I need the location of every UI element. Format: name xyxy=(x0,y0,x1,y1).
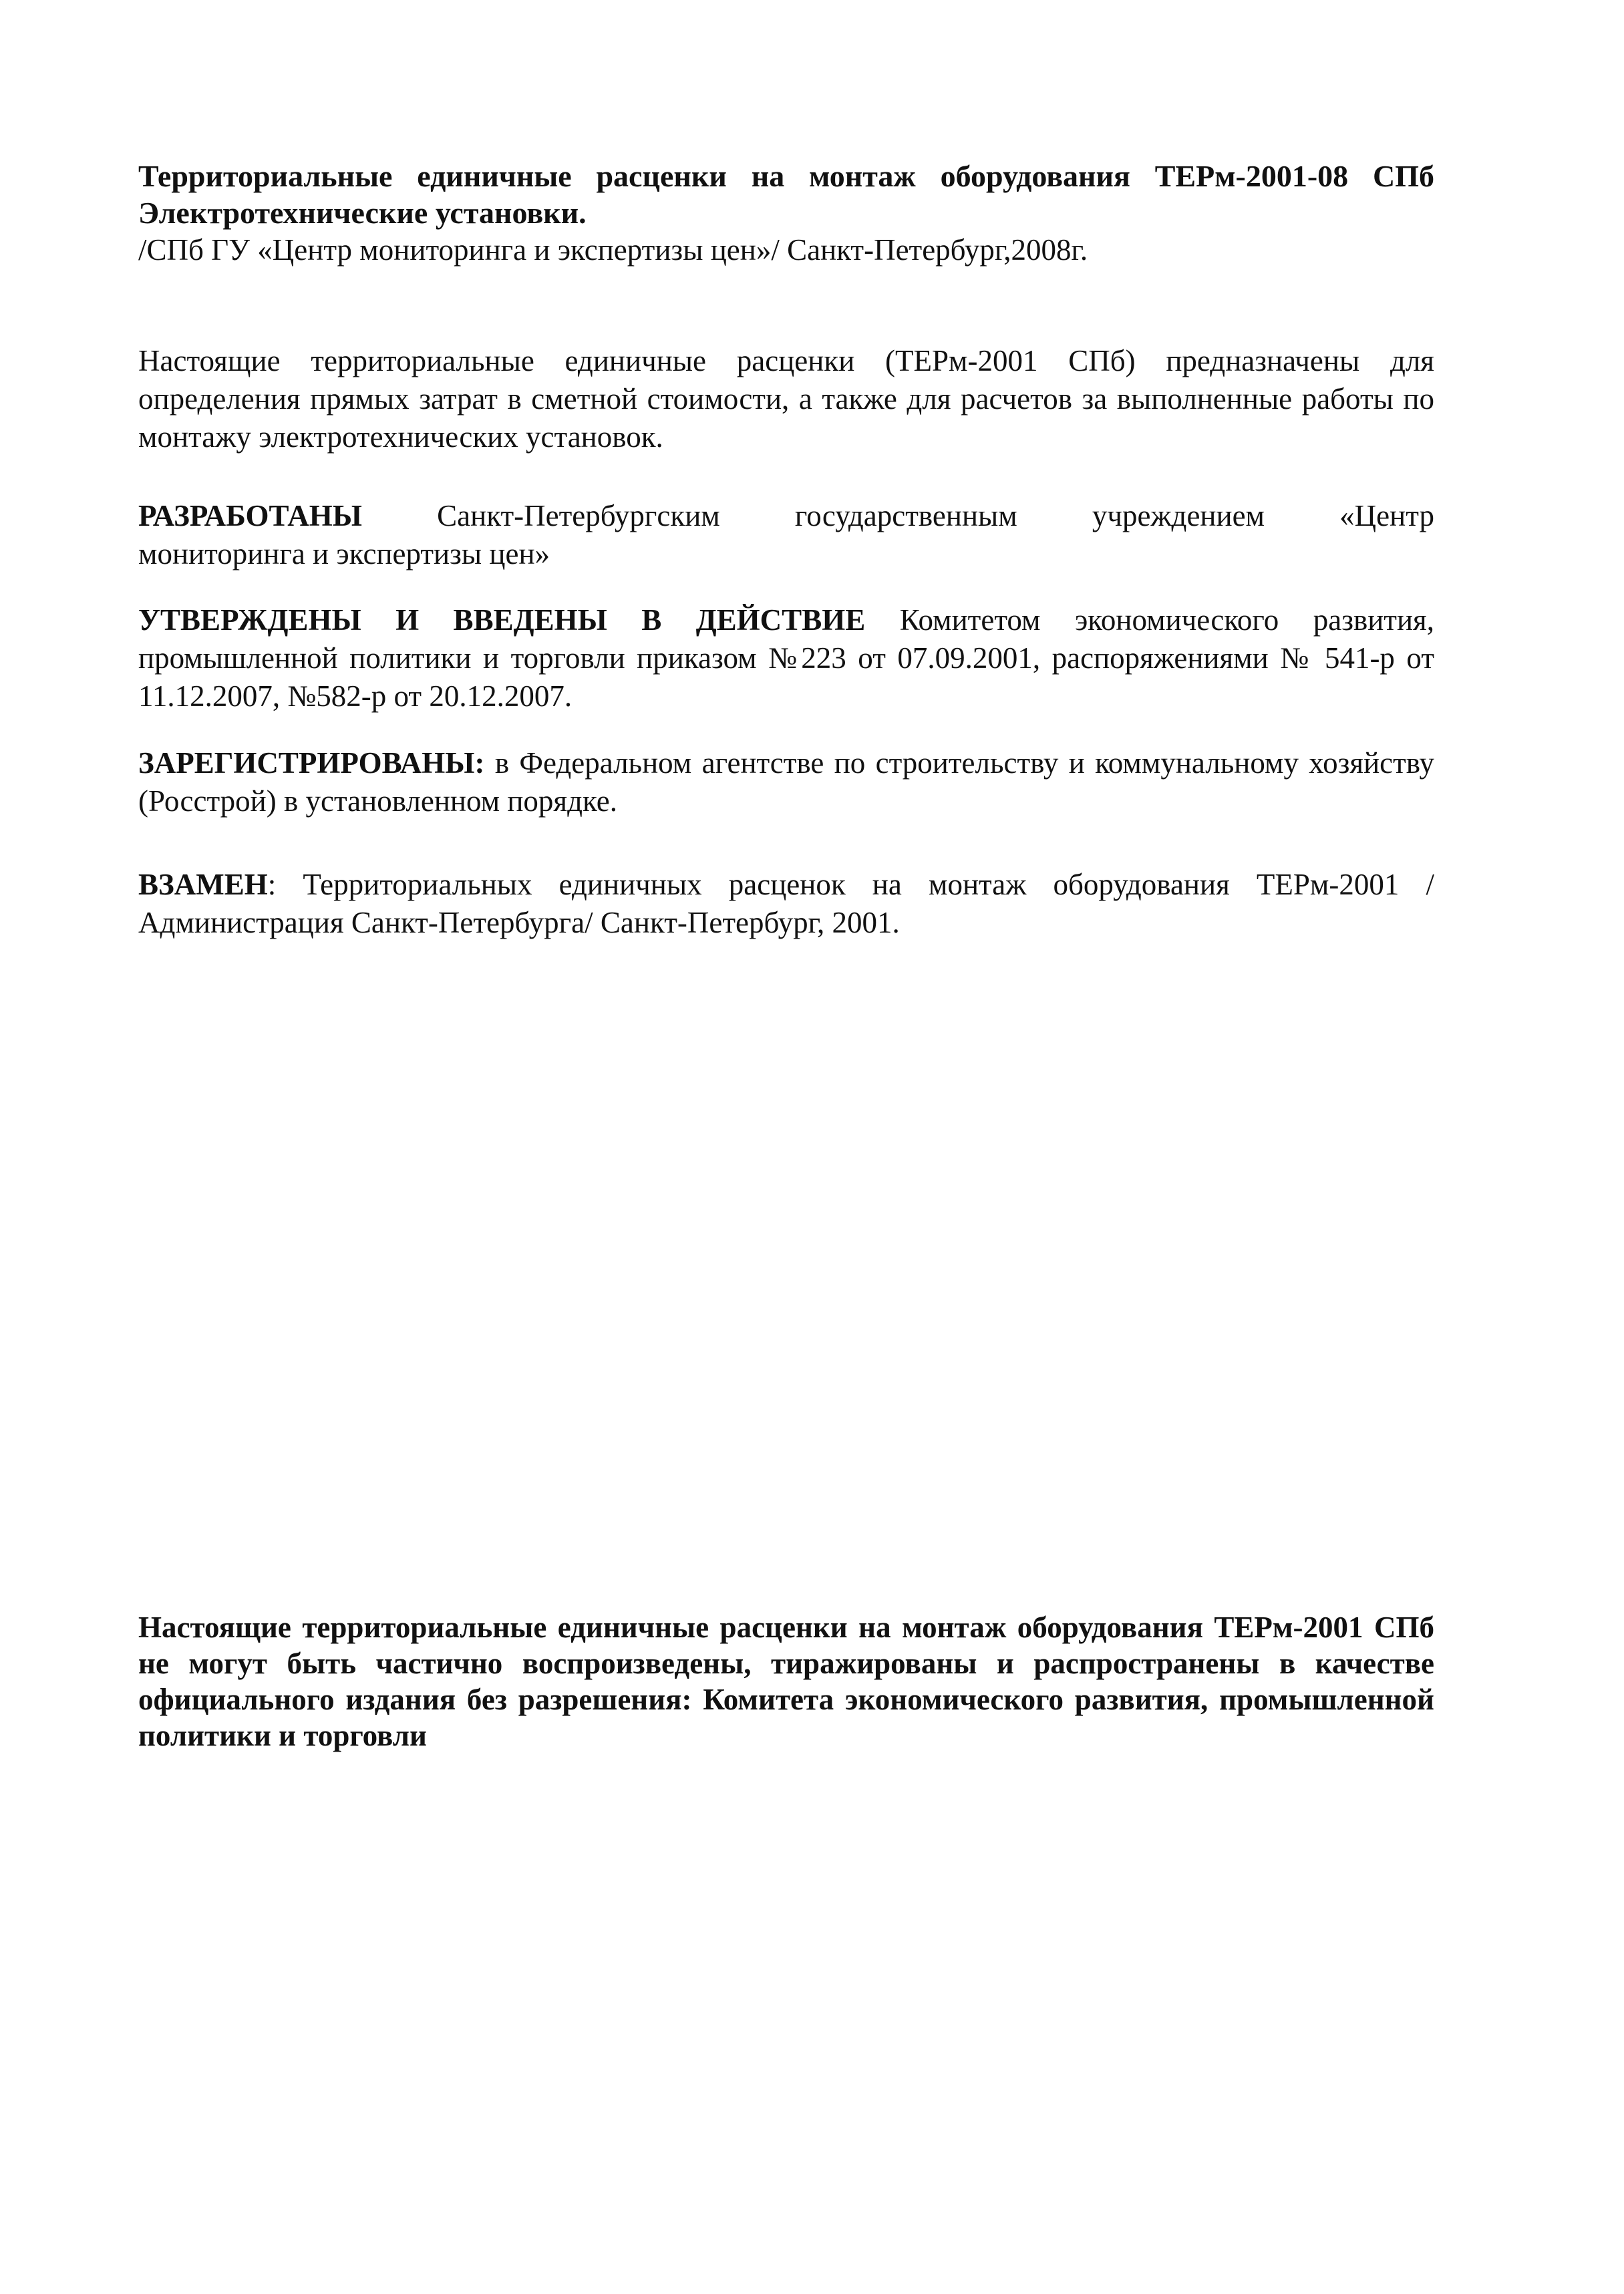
document-title-line2: Электротехнические установки. xyxy=(138,196,587,230)
developed-first-line xyxy=(138,497,1434,535)
publisher-line: /СПб ГУ «Центр мониторинга и экспертизы цен»/ Санкт-Петербург,2008г. xyxy=(138,233,1088,267)
developed-word-4: «Центр xyxy=(1339,499,1434,532)
developed-paragraph xyxy=(138,497,1434,573)
replaces-label: ВЗАМЕН xyxy=(138,868,268,901)
approved-text: Комитетом экономического развития, промышленной политики и торговли приказом №223 от 07.09.2001, распоряжениями № 541-р от 11.12.2007, №582-р от 20.12.2007. xyxy=(138,603,1434,713)
developed-word-3: учреждением xyxy=(1092,499,1265,532)
developed-word-2: государственным xyxy=(794,499,1017,532)
approved-label: УТВЕРЖДЕНЫ И ВВЕДЕНЫ В ДЕЙСТВИЕ xyxy=(138,603,866,637)
purpose-text: Настоящие территориальные единичные расценки (ТЕРм-2001 СПб) предназначены для определения прямых затрат в сметной стоимости, а также для расчетов за выполненные работы по монтажу электротехнических установок. xyxy=(138,344,1434,454)
registered-label: ЗАРЕГИСТРИРОВАНЫ: xyxy=(138,746,485,780)
document-header xyxy=(138,158,1434,269)
registered-paragraph xyxy=(138,744,1434,820)
developed-label: РАЗРАБОТАНЫ xyxy=(138,499,362,532)
replaces-paragraph xyxy=(138,866,1434,942)
developed-word-1: Санкт-Петербургским xyxy=(437,499,720,532)
replaces-text: : Территориальных единичных расценок на монтаж оборудования ТЕРм-2001 /Администрация Санкт-Петербурга/ Санкт-Петербург, 2001. xyxy=(138,868,1434,939)
approved-paragraph xyxy=(138,601,1434,715)
registered-text: в Федеральном агентстве по строительству и коммунальному хозяйству (Росстрой) в установленном порядке. xyxy=(138,746,1434,818)
document-title-line1: Территориальные единичные расценки на монтаж оборудования ТЕРм-2001-08 СПб xyxy=(138,159,1434,193)
copyright-notice xyxy=(138,1609,1434,1754)
copyright-notice-text: Настоящие территориальные единичные расценки на монтаж оборудования ТЕРм-2001 СПб не могут быть частично воспроизведены, тиражированы и распространены в качестве официального издания без разрешения: Комитета экономического развития, промышленной политики и торговли xyxy=(138,1611,1434,1752)
developed-second-line: мониторинга и экспертизы цен» xyxy=(138,537,550,570)
purpose-paragraph xyxy=(138,342,1434,456)
